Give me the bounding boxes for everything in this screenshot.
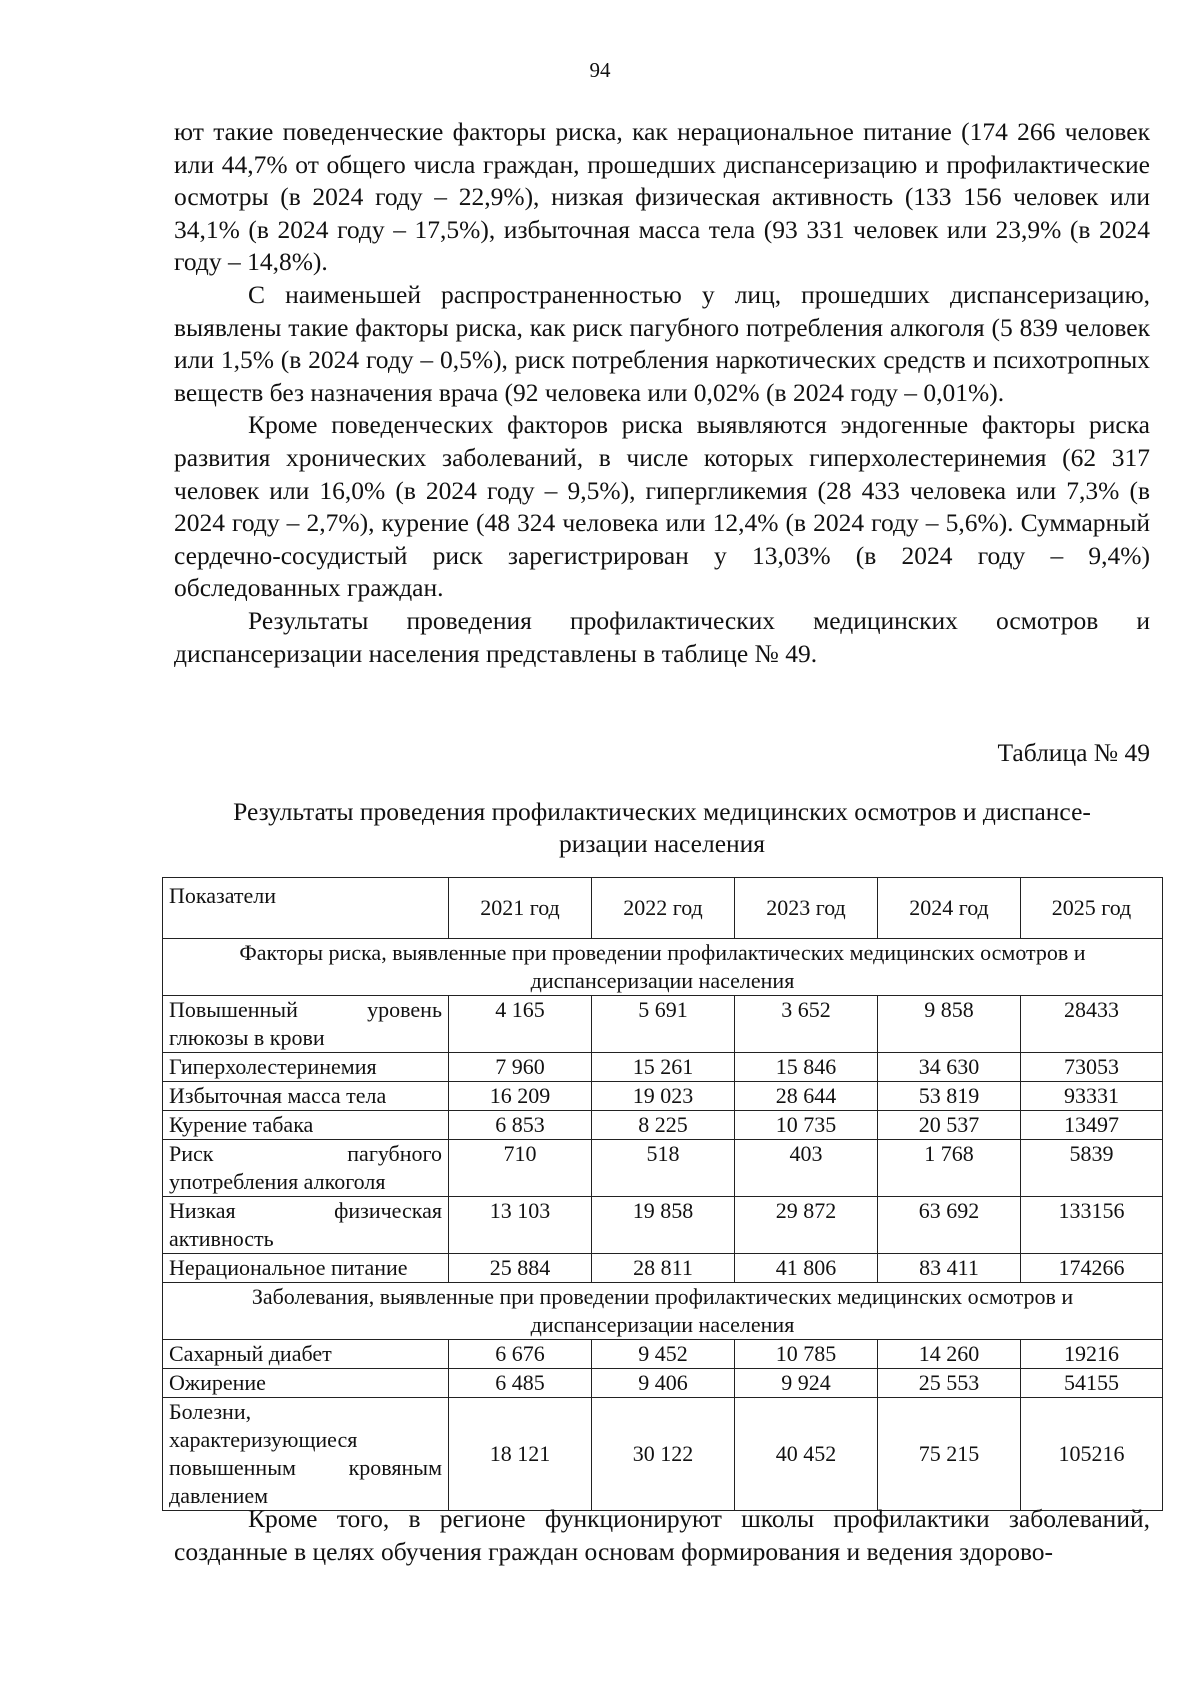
table-row xyxy=(163,1082,1163,1111)
table-cell: 34 630 xyxy=(878,1053,1021,1082)
table-cell: 73053 xyxy=(1021,1053,1163,1082)
table-cell: 7 960 xyxy=(449,1053,592,1082)
header-cell: 2025 год xyxy=(1021,878,1163,939)
table-cell: 133156 xyxy=(1021,1197,1163,1254)
header-cell: 2024 год xyxy=(878,878,1021,939)
paragraph: Кроме того, в регионе функционируют школы профилактики заболеваний, созданные в целях обучения граждан основам формирования и ведения здорово- xyxy=(174,1504,1150,1566)
section-title: Заболевания, выявленные при проведении профилактических медицинских осмотров и диспансеризации населения xyxy=(163,1283,1163,1340)
table-title xyxy=(174,796,1150,860)
table-cell: 5839 xyxy=(1021,1140,1163,1197)
table-cell: 710 xyxy=(449,1140,592,1197)
table-cell: 30 122 xyxy=(592,1398,735,1511)
row-label: Болезни, характеризующиеся повышенным кровяным давлением xyxy=(163,1398,449,1511)
row-label: Курение табака xyxy=(163,1111,449,1140)
page-number: 94 xyxy=(589,58,611,82)
header-cell: Показатели xyxy=(163,878,449,939)
table-cell: 41 806 xyxy=(735,1254,878,1283)
paragraph: Результаты проведения профилактических медицинских осмотров и диспансеризации населения представлены в таблице № 49. xyxy=(174,605,1150,668)
table-row xyxy=(163,1340,1163,1369)
table-cell: 13497 xyxy=(1021,1111,1163,1140)
table-cell: 53 819 xyxy=(878,1082,1021,1111)
table-cell: 1 768 xyxy=(878,1140,1021,1197)
paragraph: С наименьшей распространенностью у лиц, прошедших диспансеризацию, выявлены такие факторы риска, как риск пагубного потребления алкоголя (5 839 человек или 1,5% (в 2024 году – 0,5%), риск потребления наркотических средств и психотропных веществ без назначения врача (92 человека или 0,02% (в 2024 году – 0,01%). xyxy=(174,279,1150,407)
table-row xyxy=(163,1140,1163,1197)
table-cell: 75 215 xyxy=(878,1398,1021,1511)
table-cell: 28433 xyxy=(1021,996,1163,1053)
table-row xyxy=(163,1111,1163,1140)
table-cell: 63 692 xyxy=(878,1197,1021,1254)
table-cell: 3 652 xyxy=(735,996,878,1053)
results-table xyxy=(162,877,1163,1511)
table-cell: 83 411 xyxy=(878,1254,1021,1283)
table-cell: 13 103 xyxy=(449,1197,592,1254)
table-row xyxy=(163,996,1163,1053)
table-cell: 5 691 xyxy=(592,996,735,1053)
table-cell: 93331 xyxy=(1021,1082,1163,1111)
section-row xyxy=(163,939,1163,996)
table-cell: 174266 xyxy=(1021,1254,1163,1283)
table-cell: 16 209 xyxy=(449,1082,592,1111)
row-label: Гиперхолестеринемия xyxy=(163,1053,449,1082)
table-cell: 105216 xyxy=(1021,1398,1163,1511)
table-cell: 14 260 xyxy=(878,1340,1021,1369)
table-row xyxy=(163,1254,1163,1283)
row-label: Избыточная масса тела xyxy=(163,1082,449,1111)
header-cell: 2021 год xyxy=(449,878,592,939)
row-label: Повышенный уровень глюкозы в крови xyxy=(163,996,449,1053)
table-cell: 6 853 xyxy=(449,1111,592,1140)
table-cell: 9 452 xyxy=(592,1340,735,1369)
table-cell: 9 858 xyxy=(878,996,1021,1053)
table-cell: 15 846 xyxy=(735,1053,878,1082)
paragraph: ют такие поведенческие факторы риска, как нерациональное питание (174 266 человек или 44,7% от общего числа граждан, прошедших диспансеризацию и профилактические осмотры (в 2024 году – 22,9%), низкая физическая активность (133 156 человек или 34,1% (в 2024 году – 17,5%), избыточная масса тела (93 331 человек или 23,9% (в 2024 году – 14,8%). xyxy=(174,117,1150,277)
table-cell: 4 165 xyxy=(449,996,592,1053)
header-cell: 2022 год xyxy=(592,878,735,939)
table-cell: 403 xyxy=(735,1140,878,1197)
table-cell: 19216 xyxy=(1021,1340,1163,1369)
row-label: Риск пагубного употребления алкоголя xyxy=(163,1140,449,1197)
row-label: Низкая физическая активность xyxy=(163,1197,449,1254)
table-cell: 19 858 xyxy=(592,1197,735,1254)
table-cell: 518 xyxy=(592,1140,735,1197)
row-label: Сахарный диабет xyxy=(163,1340,449,1369)
table-cell: 19 023 xyxy=(592,1082,735,1111)
table-cell: 6 676 xyxy=(449,1340,592,1369)
table-cell: 15 261 xyxy=(592,1053,735,1082)
section-row xyxy=(163,1283,1163,1340)
table-cell: 28 811 xyxy=(592,1254,735,1283)
footer-text xyxy=(174,1503,1150,1568)
paragraph: Кроме поведенческих факторов риска выявляются эндогенные факторы риска развития хронических заболеваний, в числе которых гиперхолестеринемия (62 317 человек или 16,0% (в 2024 году – 9,5%), гипергликемия (28 433 человека или 7,3% (в 2024 году – 2,7%), курение (48 324 человека или 12,4% (в 2024 году – 5,6%). Суммарный сердечно-сосудистый риск зарегистрирован у 13,03% (в 2024 году – 9,4%) обследованных граждан. xyxy=(174,410,1150,603)
table-cell: 10 735 xyxy=(735,1111,878,1140)
table-cell: 28 644 xyxy=(735,1082,878,1111)
table-cell: 40 452 xyxy=(735,1398,878,1511)
body-text xyxy=(174,116,1150,670)
table-row xyxy=(163,1369,1163,1398)
table-row xyxy=(163,1197,1163,1254)
table-cell: 54155 xyxy=(1021,1369,1163,1398)
section-title: Факторы риска, выявленные при проведении профилактических медицинских осмотров и диспансеризации населения xyxy=(163,939,1163,996)
table-cell: 25 884 xyxy=(449,1254,592,1283)
table-cell: 29 872 xyxy=(735,1197,878,1254)
table-cell: 6 485 xyxy=(449,1369,592,1398)
table-cell: 9 406 xyxy=(592,1369,735,1398)
row-label: Нерациональное питание xyxy=(163,1254,449,1283)
table-cell: 9 924 xyxy=(735,1369,878,1398)
table-title-line: Результаты проведения профилактических медицинских осмотров и диспансе- xyxy=(233,797,1091,826)
table-cell: 18 121 xyxy=(449,1398,592,1511)
row-label: Ожирение xyxy=(163,1369,449,1398)
table-title-line: ризации населения xyxy=(558,829,766,858)
header-cell: 2023 год xyxy=(735,878,878,939)
table-cell: 25 553 xyxy=(878,1369,1021,1398)
table-row xyxy=(163,1053,1163,1082)
table-cell: 8 225 xyxy=(592,1111,735,1140)
table-label: Таблица № 49 xyxy=(997,738,1150,767)
table-cell: 20 537 xyxy=(878,1111,1021,1140)
table-header-row xyxy=(163,878,1163,939)
table-row xyxy=(163,1398,1163,1511)
table-cell: 10 785 xyxy=(735,1340,878,1369)
